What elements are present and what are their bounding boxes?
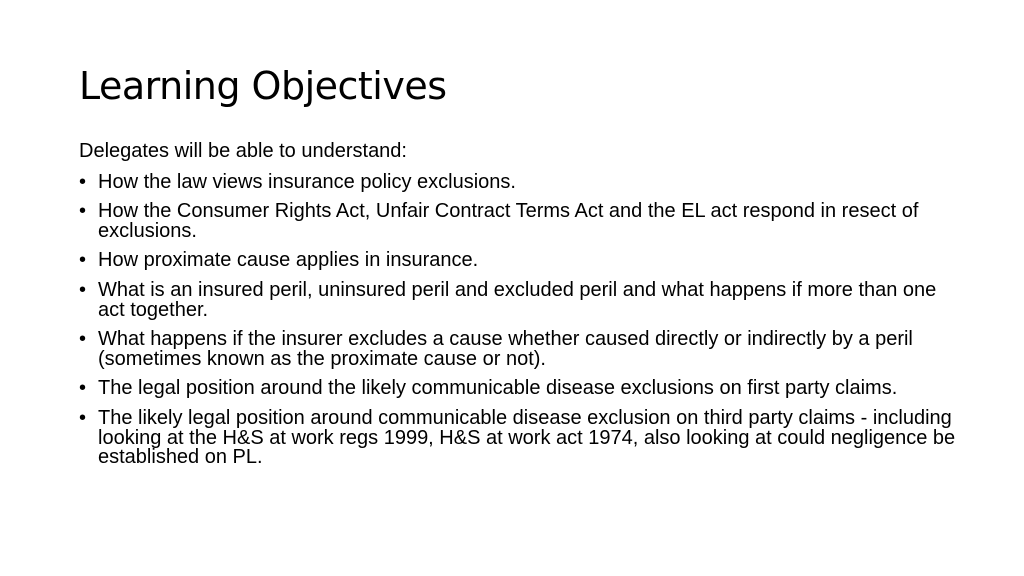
objectives-list	[79, 170, 959, 469]
objective-text: How the Consumer Rights Act, Unfair Contract Terms Act and the EL act respond in resect of exclusions.	[98, 200, 919, 242]
objective-item	[79, 406, 959, 469]
objective-text: What happens if the insurer excludes a cause whether caused directly or indirectly by a peril (sometimes known as the proximate cause or not).	[98, 328, 913, 370]
bullet-icon: •	[79, 328, 87, 351]
bullet-icon: •	[79, 406, 87, 429]
objective-item	[79, 330, 959, 369]
bullet-icon: •	[79, 200, 87, 223]
slide-body	[79, 141, 959, 478]
slide-title: Learning Objectives	[79, 64, 447, 108]
objective-text: The likely legal position around communicable disease exclusion on third party claims - including looking at the H&S at work regs 1999, H&S at work act 1974, also looking at could negligence be established on PL.	[98, 406, 956, 469]
bullet-icon: •	[79, 377, 87, 400]
objective-item	[79, 379, 959, 399]
bullet-icon: •	[79, 249, 87, 272]
bullet-icon: •	[79, 278, 87, 301]
objective-item	[79, 170, 959, 193]
objective-text: How proximate cause applies in insurance.	[98, 249, 479, 272]
objective-item	[79, 251, 959, 271]
objective-item	[79, 278, 959, 321]
intro-text: Delegates will be able to understand:	[79, 140, 407, 162]
objective-text: The legal position around the likely communicable disease exclusions on first party claims.	[98, 377, 898, 400]
objective-item	[79, 202, 959, 241]
bullet-icon: •	[79, 170, 87, 193]
objective-text: What is an insured peril, uninsured peril and excluded peril and what happens if more than one act together.	[98, 278, 937, 321]
objective-text: How the law views insurance policy exclusions.	[98, 170, 516, 193]
